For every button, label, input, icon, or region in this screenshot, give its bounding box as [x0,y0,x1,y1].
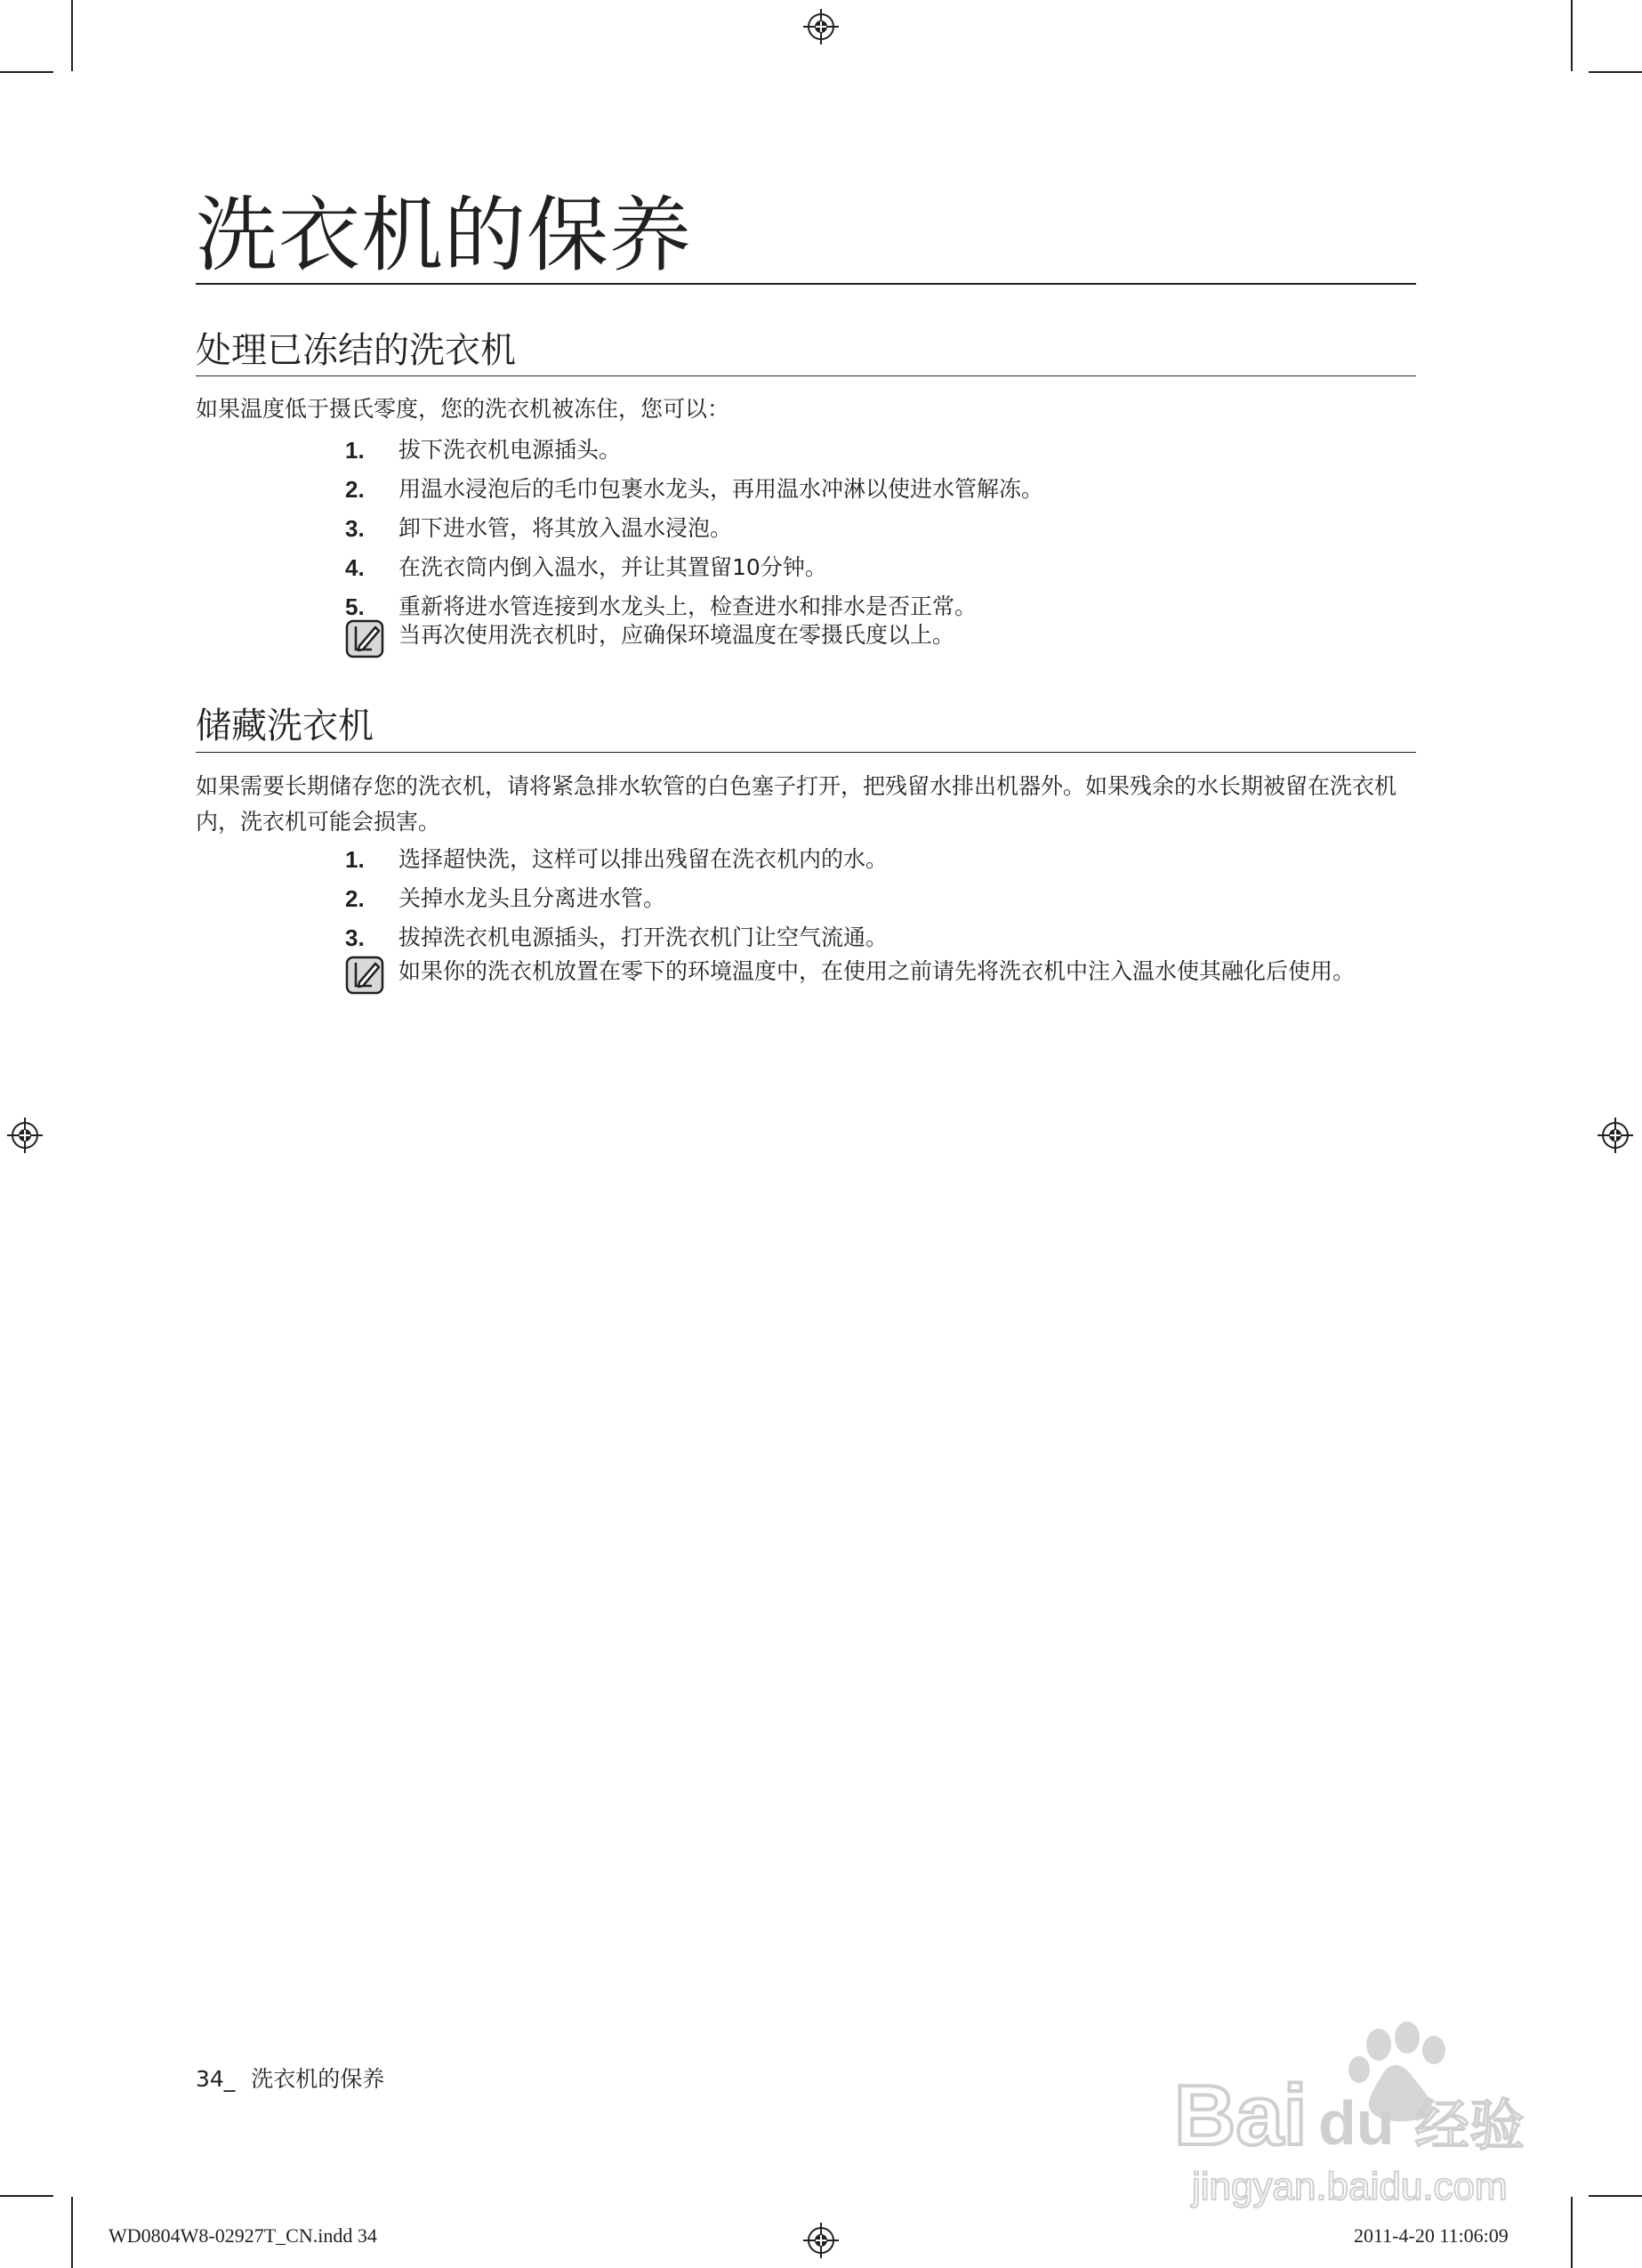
svg-text:Bai: Bai [1174,2068,1308,2163]
list-item [345,431,1043,470]
crop-mark [0,71,53,73]
page-footer-label: 洗衣机的保养 [251,2066,385,2092]
list-item [345,879,888,918]
slug-file-info: WD0804W8-02927T_CN.indd 34 [109,2224,377,2247]
step-number: 1. [345,437,365,464]
crop-mark [1571,2197,1573,2268]
page-footer [196,2064,384,2094]
step-text: 拔下洗衣机电源插头。 [398,437,622,463]
registration-mark-icon [803,2223,839,2258]
crop-mark [1589,71,1642,73]
baidu-watermark-logo [1156,2011,1566,2216]
crop-mark [0,2195,53,2197]
title-rule [196,283,1416,285]
svg-text:jingyan.baidu.com: jingyan.baidu.com [1192,2165,1508,2208]
note-pencil-icon [345,956,384,995]
list-item [345,470,1043,509]
page-title: 洗衣机的保养 [196,188,693,283]
note [345,617,1416,653]
step-text: 重新将进水管连接到水龙头上，检查进水和排水是否正常。 [398,593,978,619]
step-number: 4. [345,554,365,581]
registration-mark-icon [1598,1118,1633,1153]
section-rule [196,752,1416,753]
step-number: 2. [345,885,365,912]
list-item [345,918,888,957]
note-pencil-icon [345,619,384,658]
crop-mark [71,2197,73,2268]
step-number: 3. [345,515,365,542]
step-text: 在洗衣筒内倒入温水，并让其置留10分钟。 [398,554,827,580]
step-text: 用温水浸泡后的毛巾包裹水龙头，再用温水冲淋以使进水管解冻。 [398,476,1044,502]
slug-timestamp: 2011-4-20 11:06:09 [1354,2224,1509,2247]
note-text: 当再次使用洗衣机时，应确保环境温度在零摄氏度以上。 [398,622,955,648]
step-text: 关掉水龙头且分离进水管。 [398,885,666,911]
registration-mark-icon [803,9,839,44]
step-number: 2. [345,476,365,503]
step-text: 选择超快洗，这样可以排出残留在洗衣机内的水。 [398,846,889,872]
registration-mark-icon [7,1118,43,1153]
steps-list [345,840,888,957]
crop-mark [71,0,73,71]
step-text: 卸下进水管，将其放入温水浸泡。 [398,515,733,541]
section-intro: 如果温度低于摄氏零度，您的洗衣机被冻住，您可以： [196,396,730,422]
svg-text:du: du [1318,2088,1395,2158]
page-number: 34_ [196,2066,236,2092]
step-number: 3. [345,924,365,951]
list-item [345,840,888,879]
note-text: 如果你的洗衣机放置在零下的环境温度中，在使用之前请先将洗衣机中注入温水使其融化后使用。 [398,958,1356,984]
list-item [345,509,1043,548]
steps-list [345,431,1043,626]
section-intro: 如果需要长期储存您的洗衣机，请将紧急排水软管的白色塞子打开，把残留水排出机器外。如果残余的水长期被留在洗衣机内，洗衣机可能会损害。 [196,773,1397,835]
section-title-frozen: 处理已冻结的洗衣机 [196,330,516,371]
note [345,954,1416,989]
step-number: 1. [345,846,365,873]
crop-mark [1571,0,1573,71]
section-rule [196,375,1416,376]
step-number: 5. [345,593,365,620]
section-title-storage: 储藏洗衣机 [196,706,374,747]
svg-text:经验: 经验 [1414,2093,1525,2158]
crop-mark [1589,2195,1642,2197]
list-item [345,548,1043,587]
step-text: 拔掉洗衣机电源插头，打开洗衣机门让空气流通。 [398,924,889,950]
